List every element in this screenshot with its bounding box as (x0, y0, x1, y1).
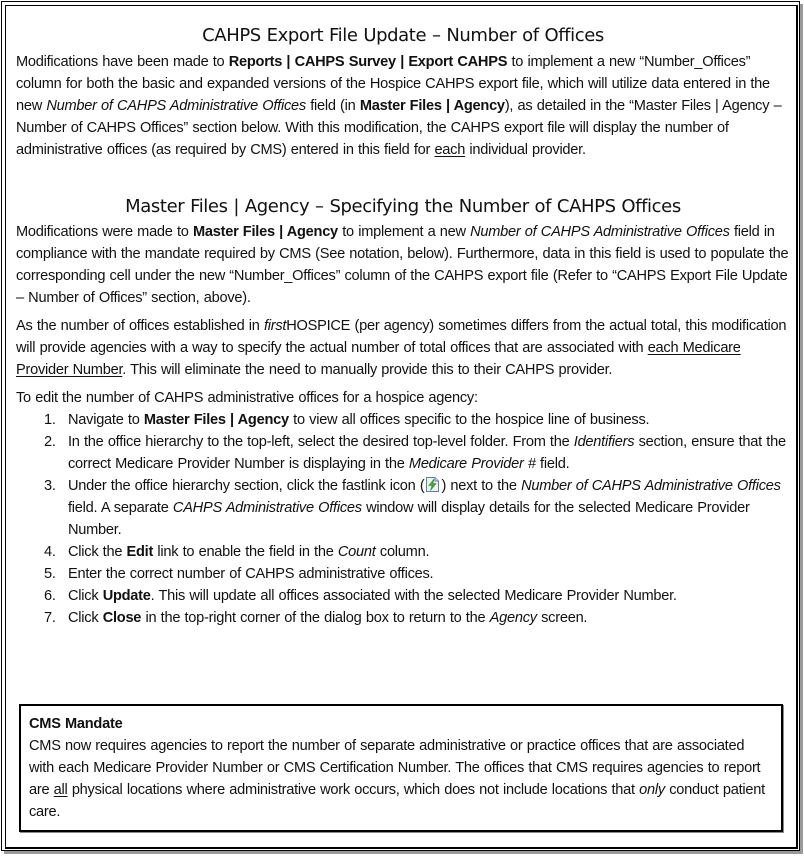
bold-text: Reports | CAHPS Survey | Export CAHPS (228, 54, 508, 70)
bold-text: Close (102, 610, 142, 626)
bold-text: Master Files | Agency (359, 98, 505, 114)
italic-text: Count (337, 544, 376, 560)
italic-text: Agency (489, 610, 537, 626)
italic-text: Medicare Provider # (408, 456, 536, 472)
underlined-text: each (434, 142, 466, 158)
italic-text: only (639, 782, 665, 798)
export-paragraph: Modifications have been made to Reports | CAHPS Survey | Export CAHPS to implement a new “Number_Offices” column for both the basic and expanded versions of the Hospice CAHPS export file, which will utilize data entered in the new Number of CAHPS Administrative Offices field (in Master Files | Agency), as detailed in the “Master Files | Agency – Number of CAHPS Offices” section below. With this modification, the CAHPS export file will display the number of administrative offices (as required by CMS) entered in this field for each individual provider. (16, 54, 782, 158)
document-content (16, 6, 790, 629)
steps-list (16, 409, 790, 629)
step-item: 3. Under the office hierarchy section, click the fastlink icon ( ) next to the Number of CAHPS Administrative Offices field. A separate CAHPS Administrative Offices window will display details for the selected Medicare Provider Number. (60, 475, 790, 541)
bold-text: Edit (126, 544, 154, 560)
italic-text: CAHPS Administrative Offices (172, 500, 362, 516)
step-item: 7. Click Close in the top-right corner of the dialog box to return to the Agency screen. (60, 607, 790, 629)
underlined-text: all (53, 782, 68, 798)
underlined-text: each Medicare Provider Number (16, 340, 741, 378)
bold-text: Master Files | Agency (192, 224, 338, 240)
master-files-paragraph-2: As the number of offices established in firstHOSPICE (per agency) sometimes differs from the actual total, this modification will provide agencies with a way to specify the actual number of total offices that are associated with each Medicare Provider Number. This will eliminate the need to manually provide this to their CAHPS provider. (16, 318, 787, 378)
master-files-paragraph-1: Modifications were made to Master Files | Agency to implement a new Number of CAHPS Administrative Offices field in compliance with the mandate required by CMS (See notation, below). Furthermore, data in this field is used to populate the corresponding cell under the new “Number_Offices” column of the CAHPS export file (Refer to “CAHPS Export File Update – Number of Offices” section, above). (16, 224, 789, 306)
cms-mandate-title: CMS Mandate (29, 716, 123, 732)
fastlink-icon (425, 476, 440, 493)
cms-mandate-box (19, 704, 783, 832)
bold-text: Master Files | Agency (143, 412, 289, 428)
step-item: 4. Click the Edit link to enable the field in the Count column. (60, 541, 790, 563)
italic-text: Identifiers (573, 434, 635, 450)
step-item: 2. In the office hierarchy to the top-left, select the desired top-level folder. From the Identifiers section, ensure that the correct Medicare Provider Number is displaying in the Medicare Provider # field. (60, 431, 790, 475)
italic-text: first (263, 318, 287, 334)
section-title-export: CAHPS Export File Update – Number of Offices (202, 25, 604, 46)
instructions-intro: To edit the number of CAHPS administrative offices for a hospice agency: (16, 390, 478, 406)
italic-text: Number of CAHPS Administrative Offices (521, 478, 781, 494)
cms-mandate-body: CMS now requires agencies to report the number of separate administrative or practice offices that are associated with each Medicare Provider Number or CMS Certification Number. The offices that CMS requires agencies to report are all physical locations where administrative work occurs, which does not include locations that only conduct patient care. (29, 738, 765, 820)
italic-text: Number of CAHPS Administrative Offices (46, 98, 306, 114)
section-title-master-files: Master Files | Agency – Specifying the Number of CAHPS Offices (125, 196, 681, 217)
italic-text: Number of CAHPS Administrative Offices (470, 224, 730, 240)
bold-text: Update (102, 588, 151, 604)
step-item: 5. Enter the correct number of CAHPS administrative offices. (60, 563, 790, 585)
step-item: 6. Click Update. This will update all offices associated with the selected Medicare Provider Number. (60, 585, 790, 607)
step-item: 1. Navigate to Master Files | Agency to view all offices specific to the hospice line of business. (60, 409, 790, 431)
